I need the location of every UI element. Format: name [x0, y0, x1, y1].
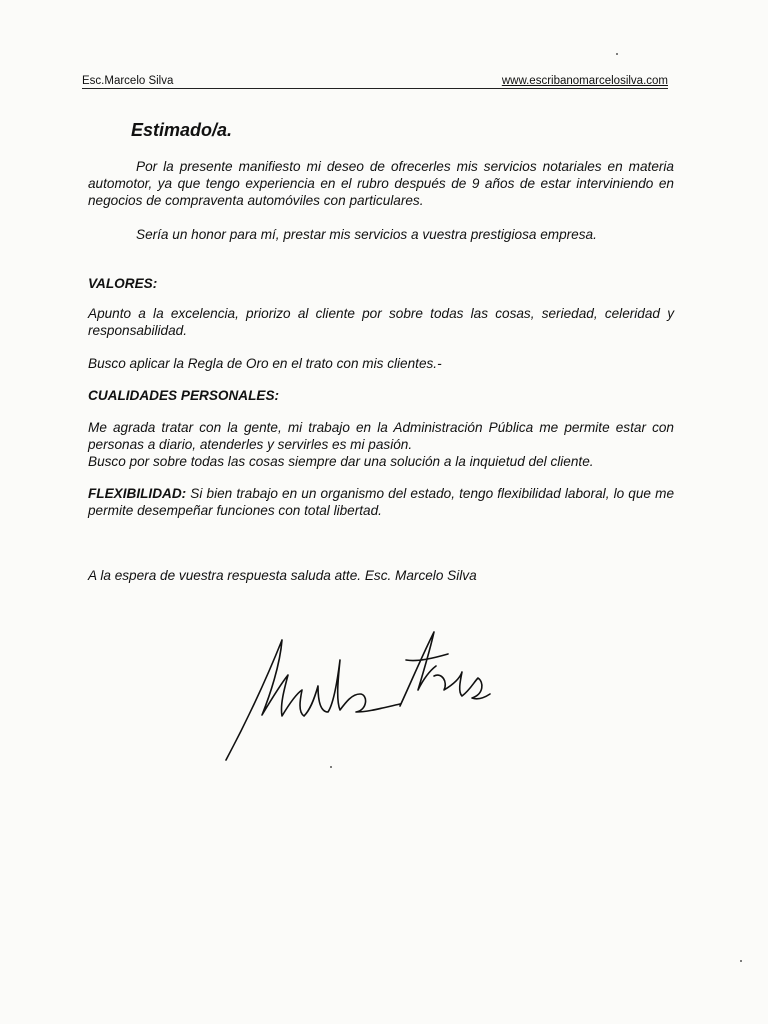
handwritten-signature [222, 620, 492, 770]
scan-speck [740, 960, 742, 962]
cualidades-paragraph-1: Me agrada tratar con la gente, mi trabajo en la Administración Pública me permite estar con personas a diario, atenderles y servirles es mi pasión. [88, 420, 674, 452]
page-header [82, 74, 668, 89]
header-author: Esc.Marcelo Silva [82, 75, 174, 87]
flexibilidad-paragraph [88, 485, 674, 519]
valores-paragraph-2: Busco aplicar la Regla de Oro en el trato con mis clientes.- [88, 356, 442, 371]
header-website-link[interactable]: www.escribanomarcelosilva.com [501, 75, 668, 87]
flexibilidad-label: FLEXIBILIDAD: [88, 486, 187, 501]
valores-paragraph-1: Apunto a la excelencia, priorizo al cliente por sobre todas las cosas, seriedad, celeridad y responsabilidad. [88, 306, 674, 338]
closing-line: A la espera de vuestra respuesta saluda atte. Esc. Marcelo Silva [88, 568, 477, 583]
valores-heading: VALORES: [88, 276, 158, 291]
cualidades-paragraph-2: Busco por sobre todas las cosas siempre dar una solución a la inquietud del cliente. [88, 454, 594, 469]
intro-paragraph: Por la presente manifiesto mi deseo de ofrecerles mis servicios notariales en materia automotor, ya que tengo experiencia en el rubro después de 9 años de estar interviniendo en negocios de compraventa automóviles con particulares. [88, 159, 674, 208]
flexibilidad-text: Si bien trabajo en un organismo del estado, tengo flexibilidad laboral, lo que me permite desempeñar funciones con total libertad. [88, 486, 674, 518]
cualidades-heading: CUALIDADES PERSONALES: [88, 388, 280, 403]
scan-speck [616, 53, 618, 55]
scan-speck [330, 766, 332, 768]
honor-paragraph: Sería un honor para mí, prestar mis servicios a vuestra prestigiosa empresa. [136, 227, 597, 242]
greeting: Estimado/a. [131, 120, 233, 140]
